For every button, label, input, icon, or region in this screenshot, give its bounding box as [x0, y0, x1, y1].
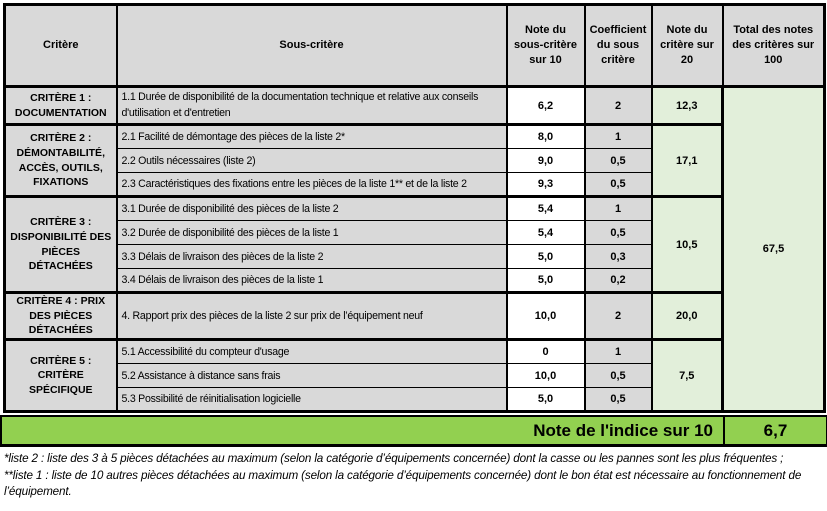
coef-cell-3-3: 0,3 [585, 245, 652, 269]
subcriterion-1-1-cell: 1.1 Durée de disponibilité de la documentation technique et relative aux conseils d'utilisation et d'entretien [117, 87, 507, 125]
note10-cell-2-1: 8,0 [507, 125, 585, 149]
col-header-note-critere: Note du critère sur 20 [652, 5, 723, 87]
criteria-table [3, 3, 826, 413]
coef-cell-5-3: 0,5 [585, 388, 652, 412]
coef-cell-3-1: 1 [585, 197, 652, 221]
criterion-2-cell: CRITÈRE 2 : DÉMONTABILITÉ, ACCÈS, OUTILS, FIXATIONS [5, 125, 117, 197]
note10-cell-3-1: 5,4 [507, 197, 585, 221]
note20-cell-criterion-1: 12,3 [652, 87, 723, 125]
note20-cell-criterion-3: 10,5 [652, 197, 723, 293]
coef-cell-2-1: 1 [585, 125, 652, 149]
index-score-label: Note de l'indice sur 10 [2, 417, 725, 444]
subcriterion-2-1-cell: 2.1 Facilité de démontage des pièces de la liste 2* [117, 125, 507, 149]
note10-cell-2-3: 9,3 [507, 173, 585, 197]
coef-cell-2-3: 0,5 [585, 173, 652, 197]
coef-cell-3-4: 0,2 [585, 269, 652, 293]
total-notes-cell: 67,5 [723, 87, 825, 412]
note20-cell-criterion-2: 17,1 [652, 125, 723, 197]
footnote-liste-1: **liste 1 : liste de 10 autres pièces détachées au maximum (selon la catégorie d’équipements concernée) dont le bon état est nécessaire au fonctionnement de l’équipement. [4, 469, 802, 499]
col-header-total: Total des notes des critères sur 100 [723, 5, 825, 87]
col-header-coefficient: Coefficient du sous critère [585, 5, 652, 87]
note10-cell-5-1: 0 [507, 340, 585, 364]
criterion-4-cell: CRITÈRE 4 : PRIX DES PIÈCES DÉTACHÉES [5, 293, 117, 340]
note10-cell-1-1: 6,2 [507, 87, 585, 125]
coef-cell-2-2: 0,5 [585, 149, 652, 173]
coef-cell-5-2: 0,5 [585, 364, 652, 388]
col-header-critere: Critère [5, 5, 117, 87]
note20-cell-criterion-5: 7,5 [652, 340, 723, 412]
subcriterion-3-3-cell: 3.3 Délais de livraison des pièces de la liste 2 [117, 245, 507, 269]
note20-cell-criterion-4: 20,0 [652, 293, 723, 340]
criterion-3-cell: CRITÈRE 3 : DISPONIBILITÉ DES PIÈCES DÉTACHÉES [5, 197, 117, 293]
index-score-row [0, 415, 827, 447]
footnote-liste-2: *liste 2 : liste des 3 à 5 pièces détachées au maximum (selon la catégorie d’équipements concernée) dont la casse ou les pannes sont les plus fréquentes ; [4, 452, 784, 466]
subcriterion-5-3-cell: 5.3 Possibilité de réinitialisation logicielle [117, 388, 507, 412]
coef-cell-5-1: 1 [585, 340, 652, 364]
note10-cell-4: 10,0 [507, 293, 585, 340]
col-header-note-sous-critere: Note du sous-critère sur 10 [507, 5, 585, 87]
criterion-1-cell: CRITÈRE 1 : DOCUMENTATION [5, 87, 117, 125]
note10-cell-2-2: 9,0 [507, 149, 585, 173]
subcriterion-4-cell: 4. Rapport prix des pièces de la liste 2 sur prix de l’équipement neuf [117, 293, 507, 340]
subcriterion-2-3-cell: 2.3 Caractéristiques des fixations entre les pièces de la liste 1** et de la liste 2 [117, 173, 507, 197]
coef-cell-3-2: 0,5 [585, 221, 652, 245]
coef-cell-1-1: 2 [585, 87, 652, 125]
subcriterion-3-2-cell: 3.2 Durée de disponibilité des pièces de la liste 1 [117, 221, 507, 245]
criterion-5-cell: CRITÈRE 5 : CRITÈRE SPÉCIFIQUE [5, 340, 117, 412]
subcriterion-5-2-cell: 5.2 Assistance à distance sans frais [117, 364, 507, 388]
note10-cell-3-3: 5,0 [507, 245, 585, 269]
subcriterion-5-1-cell: 5.1 Accessibilité du compteur d'usage [117, 340, 507, 364]
index-score-value: 6,7 [763, 421, 788, 441]
col-header-sous-critere: Sous-critère [117, 5, 507, 87]
note10-cell-3-2: 5,4 [507, 221, 585, 245]
subcriterion-3-4-cell: 3.4 Délais de livraison des pièces de la liste 1 [117, 269, 507, 293]
coef-cell-4: 2 [585, 293, 652, 340]
subcriterion-2-2-cell: 2.2 Outils nécessaires (liste 2) [117, 149, 507, 173]
note10-cell-3-4: 5,0 [507, 269, 585, 293]
footnotes [4, 451, 822, 500]
note10-cell-5-2: 10,0 [507, 364, 585, 388]
note10-cell-5-3: 5,0 [507, 388, 585, 412]
subcriterion-3-1-cell: 3.1 Durée de disponibilité des pièces de la liste 2 [117, 197, 507, 221]
